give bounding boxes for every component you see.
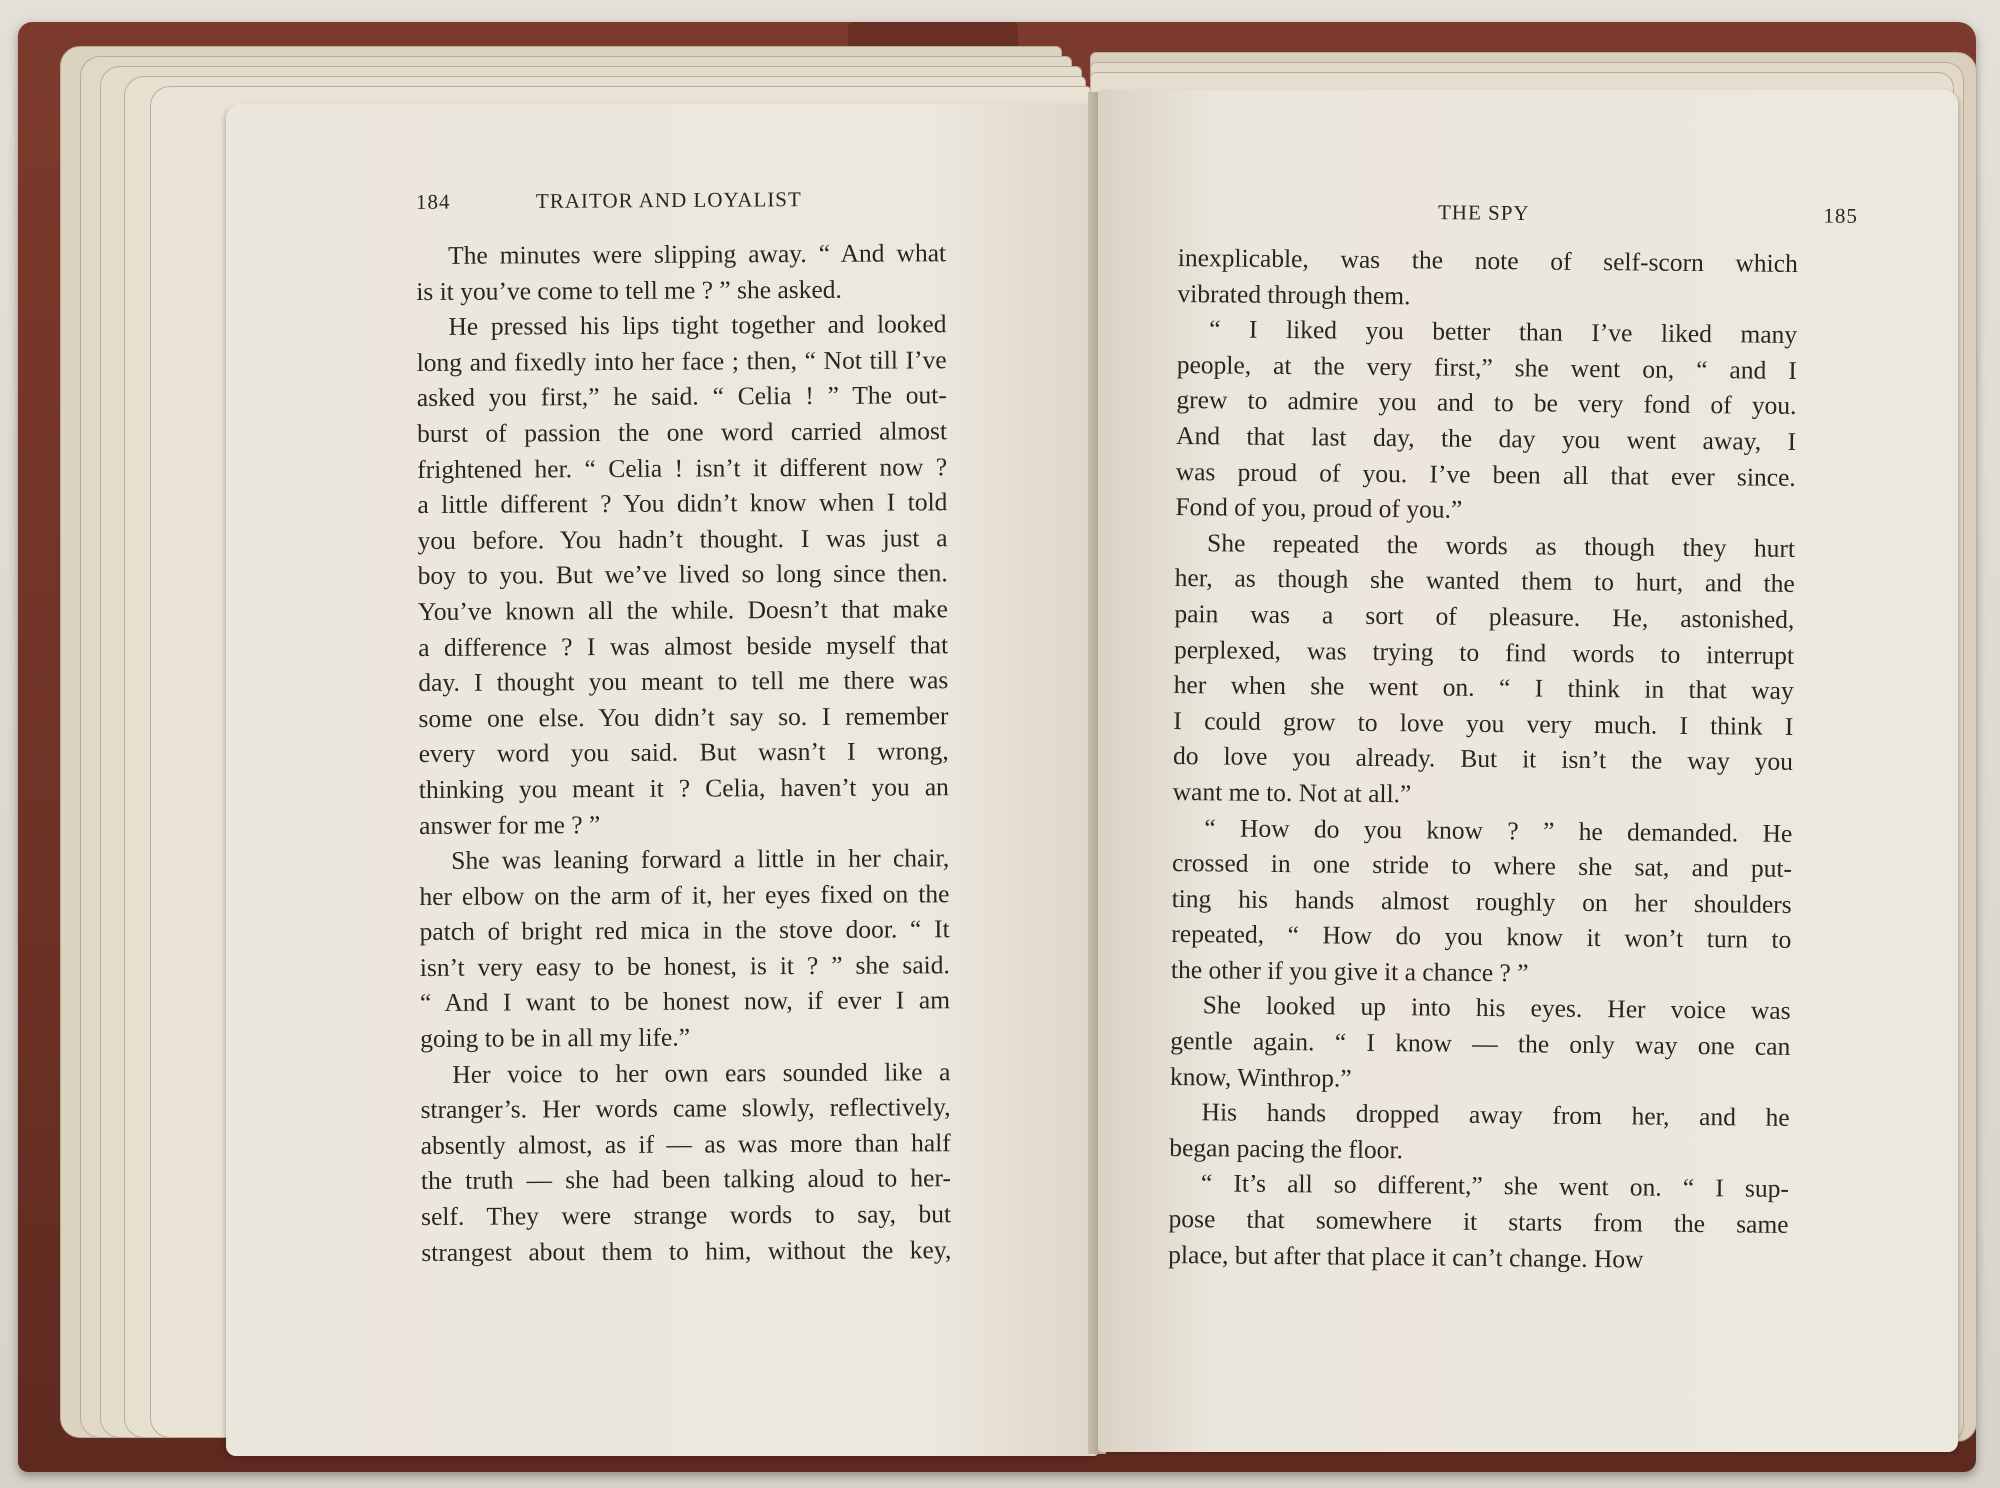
text-line: His hands dropped away from her, and he xyxy=(1201,1097,1790,1133)
text-line: grew to admire you and to be very fond of you. xyxy=(1176,385,1797,421)
text-line: stranger’s. Her words came slowly, reflectively, xyxy=(420,1092,951,1125)
text-line: burst of passion the one word carried almost xyxy=(416,416,948,448)
text-line: place, but after that place it can’t change. How xyxy=(1168,1239,1644,1274)
text-line: Her voice to her own ears sounded like a xyxy=(452,1056,951,1089)
text-line: She repeated the words as though they hurt xyxy=(1206,528,1796,563)
text-line: her, as though she wanted them to hurt, and the xyxy=(1174,563,1795,599)
text-line: every word you said. But wasn’t I wrong, xyxy=(418,736,949,769)
text-line: self. They were strange words to say, but xyxy=(421,1199,952,1232)
text-line: frightened her. “ Celia ! isn’t it different now ? xyxy=(417,451,948,484)
text-line: “ How do you know ? ” he demanded. He xyxy=(1204,812,1793,848)
text-line: patch of bright red mica in the stove door. “ It xyxy=(419,914,950,947)
text-line: absently almost, as if — as was more than half xyxy=(420,1128,951,1160)
text-line: long and fixedly into her face ; then, “ Not till I’ve xyxy=(416,345,947,377)
text-line: ting his hands almost roughly on her shoulders xyxy=(1171,883,1792,919)
text-line: day. I thought you meant to tell me there was xyxy=(418,665,949,698)
right-page-header xyxy=(1438,200,1858,229)
text-line: pose that somewhere it starts from the same xyxy=(1168,1203,1789,1239)
text-line: strangest about them to him, without the key, xyxy=(421,1234,952,1267)
text-line: vibrated through them. xyxy=(1177,278,1411,310)
text-line: She was leaning forward a little in her chair, xyxy=(451,843,950,875)
text-line: her when she went on. “ I think in that way xyxy=(1173,670,1794,706)
left-page-header xyxy=(416,186,936,215)
text-line: boy to you. But we’ve lived so long since then. xyxy=(417,558,948,591)
text-line: some one else. You didn’t say so. I remember xyxy=(418,700,949,733)
text-line: want me to. Not at all.” xyxy=(1172,776,1412,809)
text-line: “ It’s all so different,” she went on. “ I sup- xyxy=(1200,1168,1790,1204)
text-line: the other if you give it a chance ? ” xyxy=(1170,954,1529,988)
text-line: people, at the very first,” she went on, “ and I xyxy=(1176,349,1797,385)
text-line: isn’t very easy to be honest, is it ? ” she said. xyxy=(419,950,950,982)
text-line: repeated, “ How do you know it won’t turn to xyxy=(1171,919,1792,955)
text-line: a difference ? I was almost beside myself that xyxy=(418,629,949,662)
text-line: inexplicable, was the note of self-scorn which xyxy=(1177,242,1798,278)
text-line: I could grow to love you very much. I think I xyxy=(1173,705,1794,741)
text-line: pain was a sort of pleasure. He, astonished, xyxy=(1174,598,1795,634)
text-line: perplexed, was trying to find words to interrupt xyxy=(1173,634,1795,670)
text-line: “ And I want to be honest now, if ever I am xyxy=(419,985,951,1018)
text-line: know, Winthrop.” xyxy=(1169,1061,1352,1093)
text-line: began pacing the floor. xyxy=(1169,1132,1404,1165)
right-running-head: THE SPY xyxy=(1437,200,1530,225)
text-line: “ I liked you better than I’ve liked many xyxy=(1209,314,1798,350)
left-page-text xyxy=(416,235,951,1270)
text-line: is it you’ve come to tell me ? ” she asked. xyxy=(416,274,842,306)
left-running-head: TRAITOR AND LOYALIST xyxy=(535,187,802,213)
text-line: She looked up into his eyes. Her voice was xyxy=(1202,990,1791,1026)
right-page-text xyxy=(1168,240,1798,1278)
right-page-number: 185 xyxy=(1823,203,1859,228)
text-line: do love you already. But it isn’t the way you xyxy=(1172,741,1794,777)
text-line: Fond of you, proud of you.” xyxy=(1175,492,1463,524)
text-line: And that last day, the day you went away, I xyxy=(1175,420,1797,456)
text-line: answer for me ? ” xyxy=(418,809,601,840)
text-line: the truth — she had been talking aloud to her- xyxy=(420,1163,952,1196)
text-line: going to be in all my life.” xyxy=(420,1022,691,1054)
text-line: asked you first,” he said. “ Celia ! ” The out- xyxy=(416,380,947,413)
text-line: thinking you meant it ? Celia, haven’t you an xyxy=(418,772,949,804)
text-line: He pressed his lips tight together and looked xyxy=(448,309,947,342)
text-line: was proud of you. I’ve been all that ever since. xyxy=(1175,456,1796,492)
text-line: you before. You hadn’t thought. I was just a xyxy=(417,522,948,555)
text-line: a little different ? You didn’t know when I told xyxy=(417,487,948,520)
text-line: gentle again. “ I know — the only way one can xyxy=(1170,1026,1791,1061)
text-line: her elbow on the arm of it, her eyes fixed on the xyxy=(419,878,950,911)
left-page xyxy=(226,104,1098,1456)
right-page xyxy=(1098,90,1958,1452)
text-line: You’ve known all the while. Doesn’t that make xyxy=(417,594,949,626)
text-line: The minutes were slipping away. “ And what xyxy=(448,238,947,270)
left-page-number: 184 xyxy=(415,189,451,214)
text-line: crossed in one stride to where she sat, and put- xyxy=(1171,848,1793,884)
